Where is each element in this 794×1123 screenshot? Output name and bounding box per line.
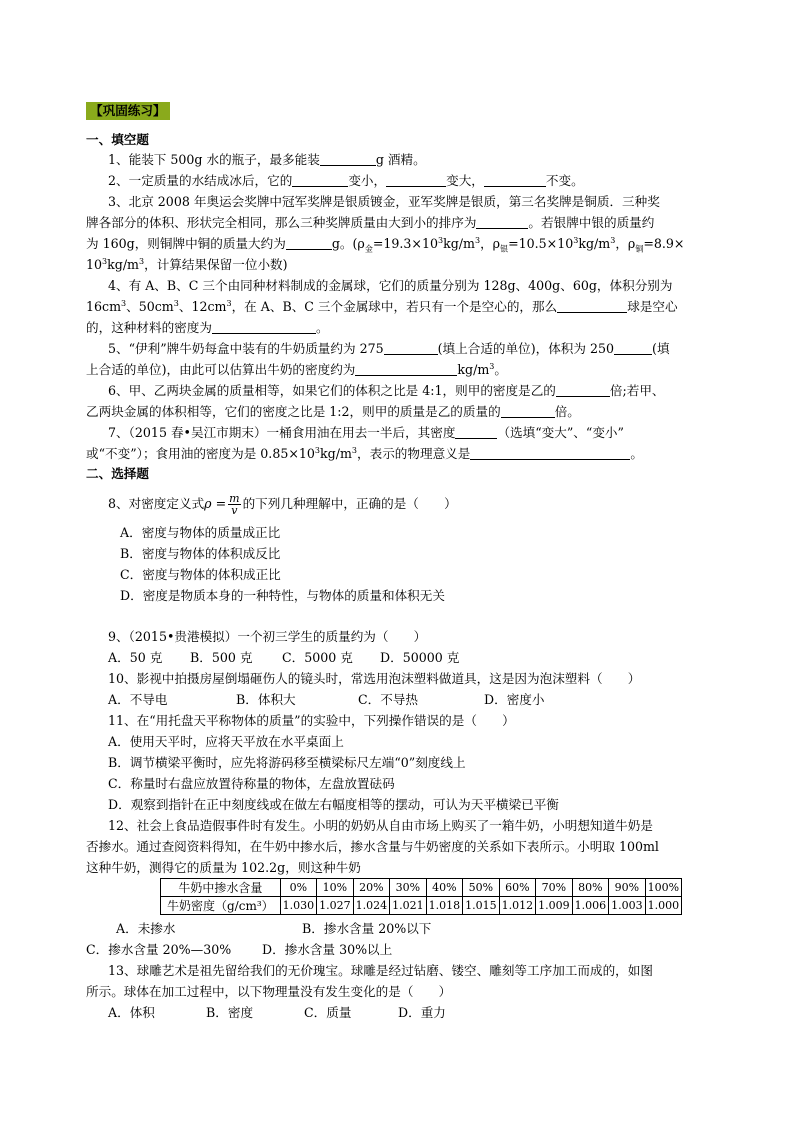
q2-text-a: 2、一定质量的水结成冰后，它的 <box>108 173 293 188</box>
q12-option-c[interactable]: C．掺水含量 20%—30% <box>86 942 232 957</box>
question-12-line-1: 12、社会上食品造假事件时有发生。小明的奶奶从自由市场上购买了一箱牛奶，小明想知道牛奶是 <box>108 818 653 833</box>
question-7-line-2 <box>86 446 643 462</box>
q7-l2b: kg/m <box>320 446 352 461</box>
q8-option-d[interactable]: D．密度是物质本身的一种特性，与物体的质量和体积无关 <box>120 588 445 603</box>
q3-l3g: kg/m <box>578 236 611 251</box>
table-cell: 90% <box>609 879 646 897</box>
part1-title: 一、填空题 <box>86 132 149 147</box>
question-4-line-3: 的，这种材料的密度为 。 <box>86 320 329 335</box>
q3-sup-1: 3 <box>437 235 444 245</box>
q6-blank-2[interactable] <box>501 404 555 418</box>
q3-sub-gold: 金 <box>364 244 373 254</box>
q3-sub-silver: 银 <box>500 244 509 254</box>
q5-l2c: 。 <box>494 362 507 377</box>
q7-l2a: 或“不变”）；食用油的密度为是 0.85×10 <box>86 446 315 461</box>
question-3-line-2 <box>86 215 654 231</box>
q11-option-d[interactable]: D．观察到指针在正中刻度线或在做左右幅度相等的摆动，可认为天平横梁已平衡 <box>108 797 559 812</box>
q9-option-b[interactable]: B．500 克 <box>190 650 253 665</box>
q8-option-b[interactable]: B．密度与物体的体积成反比 <box>120 546 281 561</box>
question-4-line-1: 4、有 A、B、C 三个由同种材料制成的金属球，它们的质量分别为 128g、400g、60g，体积分别为 <box>108 278 673 293</box>
question-9: 9、（2015•贵港模拟）一个初三学生的质量约为（ ） <box>108 629 427 644</box>
table-cell: 80% <box>572 879 609 897</box>
q9-option-c[interactable]: C．5000 克 <box>282 650 353 665</box>
question-7-line-1 <box>108 425 624 441</box>
question-13-line-2: 所示。球体在加工过程中，以下物理量没有发生变化的是（ ） <box>86 984 452 999</box>
q3-l3f: =10.5×10 <box>508 236 574 251</box>
q7-sup-1: 3 <box>314 445 321 455</box>
q7-blank-2[interactable] <box>470 446 630 460</box>
table-cell: 40% <box>426 879 463 897</box>
question-10: 10、影视中拍摄房屋倒塌砸伤人的镜头时，常选用泡沫塑料做道具，这是因为泡沫塑料（ ） <box>108 671 641 686</box>
q13-option-c[interactable]: C．质量 <box>304 1005 352 1020</box>
q8-text-b: 的下列几种理解中，正确的是（ ） <box>242 496 457 511</box>
question-5-line-2 <box>86 362 507 378</box>
q4-blank-1[interactable] <box>557 299 627 313</box>
q12-option-b[interactable]: B．掺水含量 20%以下 <box>302 921 432 936</box>
q2-text-d: 不变。 <box>545 173 584 188</box>
question-11: 11、在“用托盘天平称物体的质量”的实验中，下列操作错误的是（ ） <box>108 713 515 728</box>
question-3-line-3 <box>86 236 684 252</box>
q5-l1b: (填上合适的单位)，体积为 250 <box>437 341 615 356</box>
q7-l2d: 。 <box>630 446 643 461</box>
q5-blank-1[interactable] <box>384 341 438 355</box>
q10-option-d[interactable]: D．密度小 <box>484 692 545 707</box>
q8-den: v <box>231 504 238 517</box>
q2-blank-2[interactable] <box>386 173 446 187</box>
q8-rho: ρ = <box>204 496 227 511</box>
q13-option-a[interactable]: A．体积 <box>108 1005 155 1020</box>
q3-sup-2: 3 <box>474 235 481 245</box>
table-header-milk-density: 牛奶密度（g/cm³） <box>161 897 281 915</box>
q3-l3i: =8.9× <box>643 236 685 251</box>
q12-option-a[interactable]: A．未掺水 <box>116 921 176 936</box>
q3-l3a: 为 160g，则铜牌中铜的质量大约为 <box>86 236 286 251</box>
q3-sup-5: 3 <box>102 256 108 266</box>
table-header-water-content: 牛奶中掺水含量 <box>161 879 281 897</box>
q8-text-a: 8、对密度定义式 <box>108 496 205 511</box>
q4-blank-2[interactable] <box>212 320 316 334</box>
table-cell: 1.003 <box>609 897 646 915</box>
q2-text-c: 变大， <box>446 173 484 188</box>
section-banner: 【巩固练习】 <box>86 102 170 120</box>
q3-l4c: ，计算结果保留一位小数) <box>144 257 288 272</box>
question-6-line-1 <box>108 383 665 399</box>
part2-title: 二、选择题 <box>86 466 149 481</box>
table-cell: 60% <box>499 879 536 897</box>
q5-blank-2[interactable] <box>614 341 652 355</box>
table-cell: 1.009 <box>536 897 573 915</box>
q13-option-b[interactable]: B．密度 <box>206 1005 254 1020</box>
q2-blank-3[interactable] <box>484 173 546 187</box>
question-3-line-4 <box>86 257 288 273</box>
q3-l2a: 牌各部分的体积、形状完全相同，那么三种奖牌质量由大到小的排序为 <box>86 215 477 230</box>
table-cell: 1.024 <box>353 897 390 915</box>
table-cell: 1.021 <box>390 897 427 915</box>
q5-sup: 3 <box>489 361 495 371</box>
q10-option-a[interactable]: A．不导电 <box>108 692 168 707</box>
q7-l2c: ，表示的物理意义是 <box>357 446 471 461</box>
table-cell: 1.000 <box>645 897 682 915</box>
table-cell: 20% <box>353 879 390 897</box>
table-cell: 30% <box>390 879 427 897</box>
q7-l1b: （选填“变大”、“变小” <box>497 425 624 440</box>
q2-blank-1[interactable] <box>292 173 348 187</box>
table-cell: 70% <box>536 879 573 897</box>
q1-text-a: 1、能装下 500g 水的瓶子，最多能装 <box>108 152 320 167</box>
q8-option-c[interactable]: C．密度与物体的体积成正比 <box>120 567 281 582</box>
milk-density-table <box>160 878 682 915</box>
q4-l2e: 球是空心 <box>627 299 678 314</box>
q3-l4a: 10 <box>86 257 103 272</box>
table-cell: 1.015 <box>463 897 500 915</box>
q7-l1a: 7、（2015 春•吴江市期末）一桶食用油在用去一半后，其密度 <box>108 425 456 440</box>
table-cell: 1.006 <box>572 897 609 915</box>
q6-l1a: 6、甲、乙两块金属的质量相等，如果它们的体积之比是 4:1，则甲的密度是乙的 <box>108 383 556 398</box>
table-cell: 100% <box>645 879 682 897</box>
q12-option-d[interactable]: D．掺水含量 30%以上 <box>262 942 393 957</box>
table-row-water-content <box>161 879 682 897</box>
q4-l2a: 16cm <box>86 299 122 314</box>
q4-l2d: ，在 A、B、C 三个金属球中，若只有一个是空心的，那么 <box>231 299 558 314</box>
q11-option-a[interactable]: A．使用天平时，应将天平放在水平桌面上 <box>108 734 344 749</box>
q7-blank-1[interactable] <box>455 425 497 439</box>
table-cell: 50% <box>463 879 500 897</box>
q4-l2b: 、50cm <box>126 299 174 314</box>
q13-option-d[interactable]: D．重力 <box>398 1005 446 1020</box>
q3-sup-4: 3 <box>610 235 616 245</box>
q3-blank-1[interactable] <box>476 215 528 229</box>
q4-sup-2: 3 <box>173 298 179 308</box>
table-cell: 1.012 <box>499 897 536 915</box>
q5-l1a: 5、“伊利”牌牛奶每盒中装有的牛奶质量约为 275 <box>108 341 384 356</box>
q6-l1b: 倍;若甲、 <box>609 383 665 398</box>
q3-l3h: ，ρ <box>615 236 636 251</box>
q3-sub-copper: 铜 <box>635 244 644 254</box>
q10-option-c[interactable]: C．不导热 <box>358 692 419 707</box>
q3-sup-3: 3 <box>573 235 579 245</box>
q3-l3d: kg/m <box>443 236 475 251</box>
q3-sup-6: 3 <box>139 256 145 266</box>
q4-l2c: 、12cm <box>178 299 227 314</box>
q4-l3: 的，这种材料的密度为 <box>86 320 212 335</box>
q3-l3c: =19.3×10 <box>372 236 438 251</box>
q6-l2a: 乙两块金属的体积相等，它们的密度之比是 1:2，则甲的质量是乙的质量的 <box>86 404 501 419</box>
q2-text-b: 变小， <box>348 173 387 188</box>
table-cell: 1.018 <box>426 897 463 915</box>
q5-l2b: kg/m <box>457 362 490 377</box>
q1-blank[interactable] <box>320 152 376 166</box>
table-cell: 1.030 <box>280 897 317 915</box>
question-5-line-1 <box>108 341 670 357</box>
table-cell: 1.027 <box>317 897 354 915</box>
q5-blank-3[interactable] <box>355 362 457 376</box>
q11-option-b[interactable]: B．调节横梁平衡时，应先将游码移至横梁标尺左端“0”刻度线上 <box>108 755 466 770</box>
q3-l4b: kg/m <box>107 257 140 272</box>
question-6-line-2 <box>86 404 580 420</box>
question-12-line-2: 否掺水。通过查阅资料得知，在牛奶中掺水后，掺水含量与牛奶密度的关系如下表所示。小明取 100ml <box>86 839 659 854</box>
q5-l1c: (填 <box>652 341 670 356</box>
question-3-line-1: 3、北京 2008 年奥运会奖牌中冠军奖牌是银质镀金，亚军奖牌是银质，第三名奖牌是铜质．三种奖 <box>108 194 660 209</box>
q7-sup-2: 3 <box>351 445 357 455</box>
q8-num: m <box>229 492 240 505</box>
density-fraction <box>228 493 240 516</box>
question-2 <box>108 173 584 189</box>
q6-blank-1[interactable] <box>556 383 610 397</box>
table-row-milk-density <box>161 897 682 915</box>
q4-sup-3: 3 <box>226 298 232 308</box>
q1-text-b: g 酒精。 <box>375 152 426 167</box>
q3-l3b: g。(ρ <box>331 236 365 251</box>
question-4-line-2 <box>86 299 678 315</box>
table-cell: 10% <box>317 879 354 897</box>
q3-l3e: ，ρ <box>480 236 501 251</box>
q6-l2b: 倍。 <box>554 404 580 419</box>
q3-blank-2[interactable] <box>286 236 332 250</box>
table-cell: 0% <box>280 879 317 897</box>
q9-option-d[interactable]: D．50000 克 <box>380 650 460 665</box>
question-8 <box>108 493 457 516</box>
q3-l2b: 。若银牌中银的质量约 <box>528 215 655 230</box>
q9-option-a[interactable]: A．50 克 <box>108 650 163 665</box>
q11-option-c[interactable]: C．称量时右盘应放置待称量的物体，左盘放置砝码 <box>108 776 395 791</box>
question-1 <box>108 152 426 168</box>
question-13-line-1: 13、球雕艺术是祖先留给我们的无价瑰宝。球雕是经过钻磨、镂空、雕刻等工序加工而成的，如图 <box>108 963 653 978</box>
q8-option-a[interactable]: A．密度与物体的质量成正比 <box>120 525 281 540</box>
question-12-line-3: 这种牛奶，测得它的质量为 102.2g，则这种牛奶 <box>86 860 361 875</box>
q5-l2a: 上合适的单位)，由此可以估算出牛奶的密度约为 <box>86 362 356 377</box>
q10-option-b[interactable]: B．体积大 <box>236 692 296 707</box>
q4-sup-1: 3 <box>121 298 127 308</box>
